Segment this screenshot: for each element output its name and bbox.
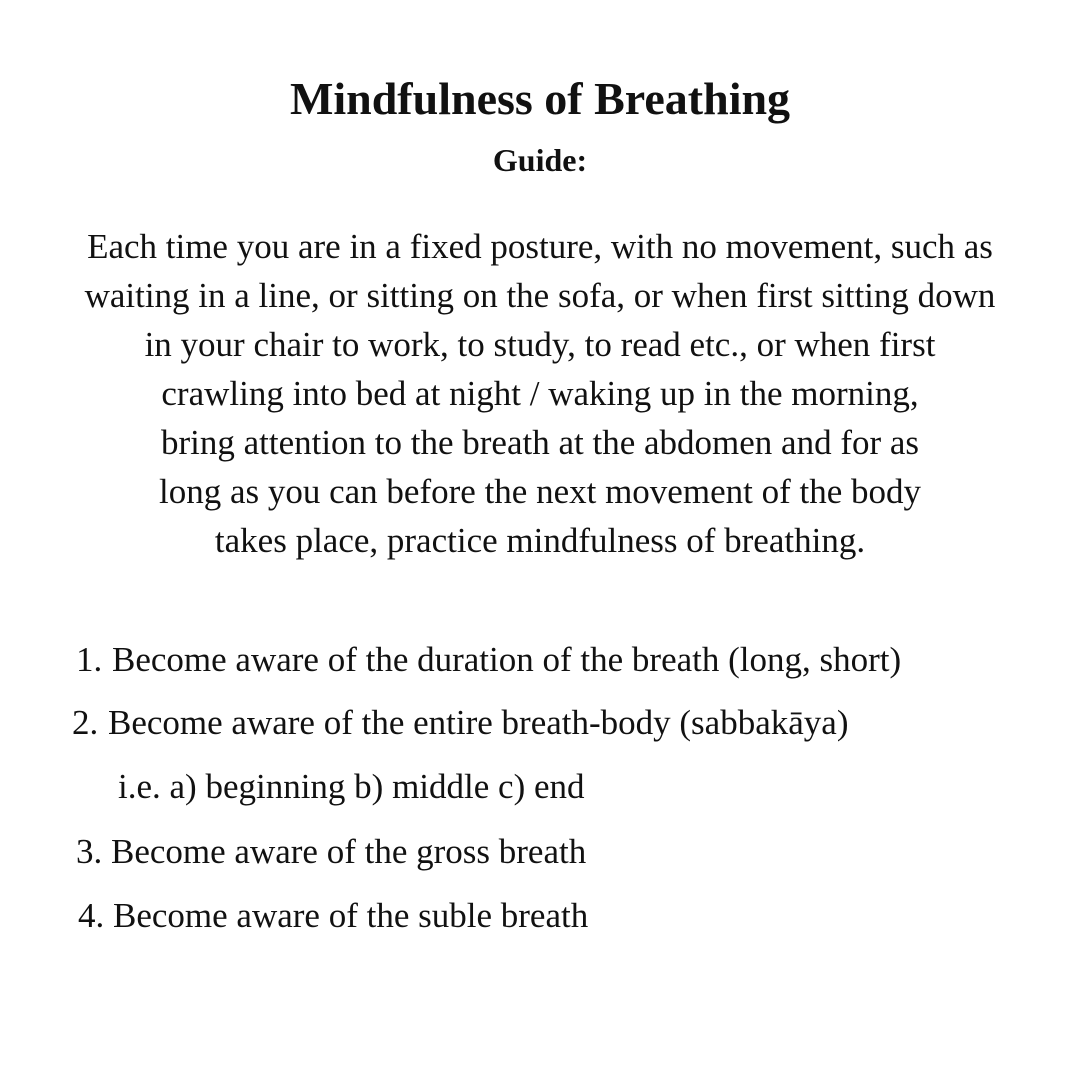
list-item <box>78 892 588 940</box>
paragraph-line: crawling into bed at night / waking up in the morning, <box>161 374 919 413</box>
paragraph-line: Each time you are in a fixed posture, with no movement, such as <box>87 227 993 266</box>
page-subtitle: Guide: <box>492 142 588 178</box>
list-item <box>76 636 901 684</box>
list-item <box>76 828 586 876</box>
step-detail: i.e. a) beginning b) middle c) end <box>118 767 585 806</box>
step-text: Become aware of the duration of the breath (long, short) <box>112 640 902 679</box>
paragraph-line: waiting in a line, or sitting on the sofa, or when first sitting down <box>84 276 996 315</box>
paragraph-line: bring attention to the breath at the abdomen and for as <box>160 423 920 462</box>
list-item <box>72 699 848 747</box>
step-number: 3. <box>76 832 103 871</box>
paragraph-line: in your chair to work, to study, to read etc., or when first <box>144 325 936 364</box>
step-number: 1. <box>76 640 103 679</box>
step-number: 2. <box>72 703 99 742</box>
step-text: Become aware of the suble breath <box>113 896 589 935</box>
step-text: Become aware of the gross breath <box>111 832 587 871</box>
paragraph-line: long as you can before the next movement of the body <box>158 472 921 511</box>
step-text: Become aware of the entire breath-body (sabbakāya) <box>108 703 849 742</box>
paragraph-line: takes place, practice mindfulness of breathing. <box>214 521 866 560</box>
page-title: Mindfulness of Breathing <box>289 73 791 124</box>
step-number: 4. <box>78 896 105 935</box>
intro-paragraph <box>0 222 1080 565</box>
